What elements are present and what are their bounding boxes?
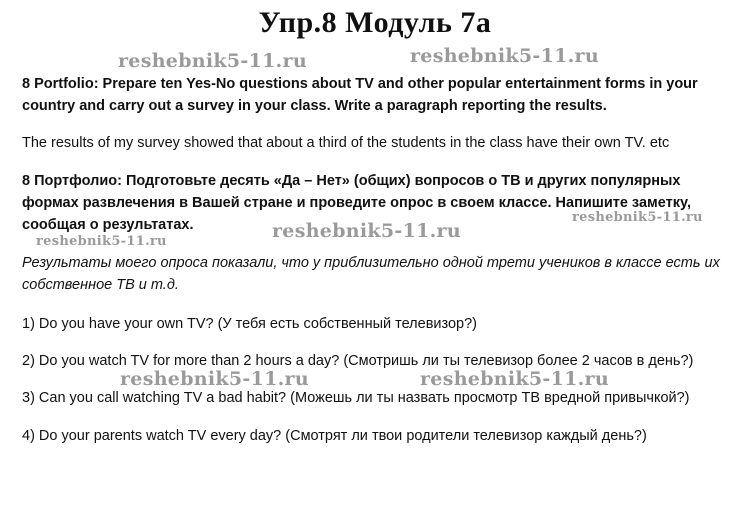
question-item: 3) Can you call watching TV a bad habit? (Можешь ли ты назвать просмотр ТВ вредной привычкой?) <box>22 390 690 406</box>
watermark: reshebnik5-11.ru <box>118 50 307 72</box>
answer-russian: Результаты моего опроса показали, что у приблизительно одной трети учеников в классе есть их собственное ТВ и т.д. <box>22 255 720 293</box>
watermark: reshebnik5-11.ru <box>272 220 461 242</box>
watermark: reshebnik5-11.ru <box>120 368 309 390</box>
page-title: Упр.8 Модуль 7а <box>258 6 492 39</box>
watermark: reshebnik5-11.ru <box>410 45 599 67</box>
question-item: 4) Do your parents watch TV every day? (Смотрят ли твои родители телевизор каждый день?) <box>22 428 647 444</box>
watermark: reshebnik5-11.ru <box>36 234 167 249</box>
answer-english: The results of my survey showed that about a third of the students in the class have their own TV. etc <box>22 135 670 151</box>
watermark: reshebnik5-11.ru <box>572 210 703 225</box>
watermark: reshebnik5-11.ru <box>420 368 609 390</box>
question-item: 2) Do you watch TV for more than 2 hours a day? (Смотришь ли ты телевизор более 2 часов в день?) <box>22 353 694 369</box>
task-russian: 8 Портфолио: Подготовьте десять «Да – Нет» (общих) вопросов о ТВ и других популярных формах развлечения в Вашей стране и проведите опрос в своем классе. Напишите заметку, сообщая о результатах. <box>22 173 691 233</box>
question-item: 1) Do you have your own TV? (У тебя есть собственный телевизор?) <box>22 316 478 332</box>
task-english: 8 Portfolio: Prepare ten Yes-No questions about TV and other popular entertainment forms in your country and carry out a survey in your class. Write a paragraph reporting the results. <box>22 76 698 114</box>
